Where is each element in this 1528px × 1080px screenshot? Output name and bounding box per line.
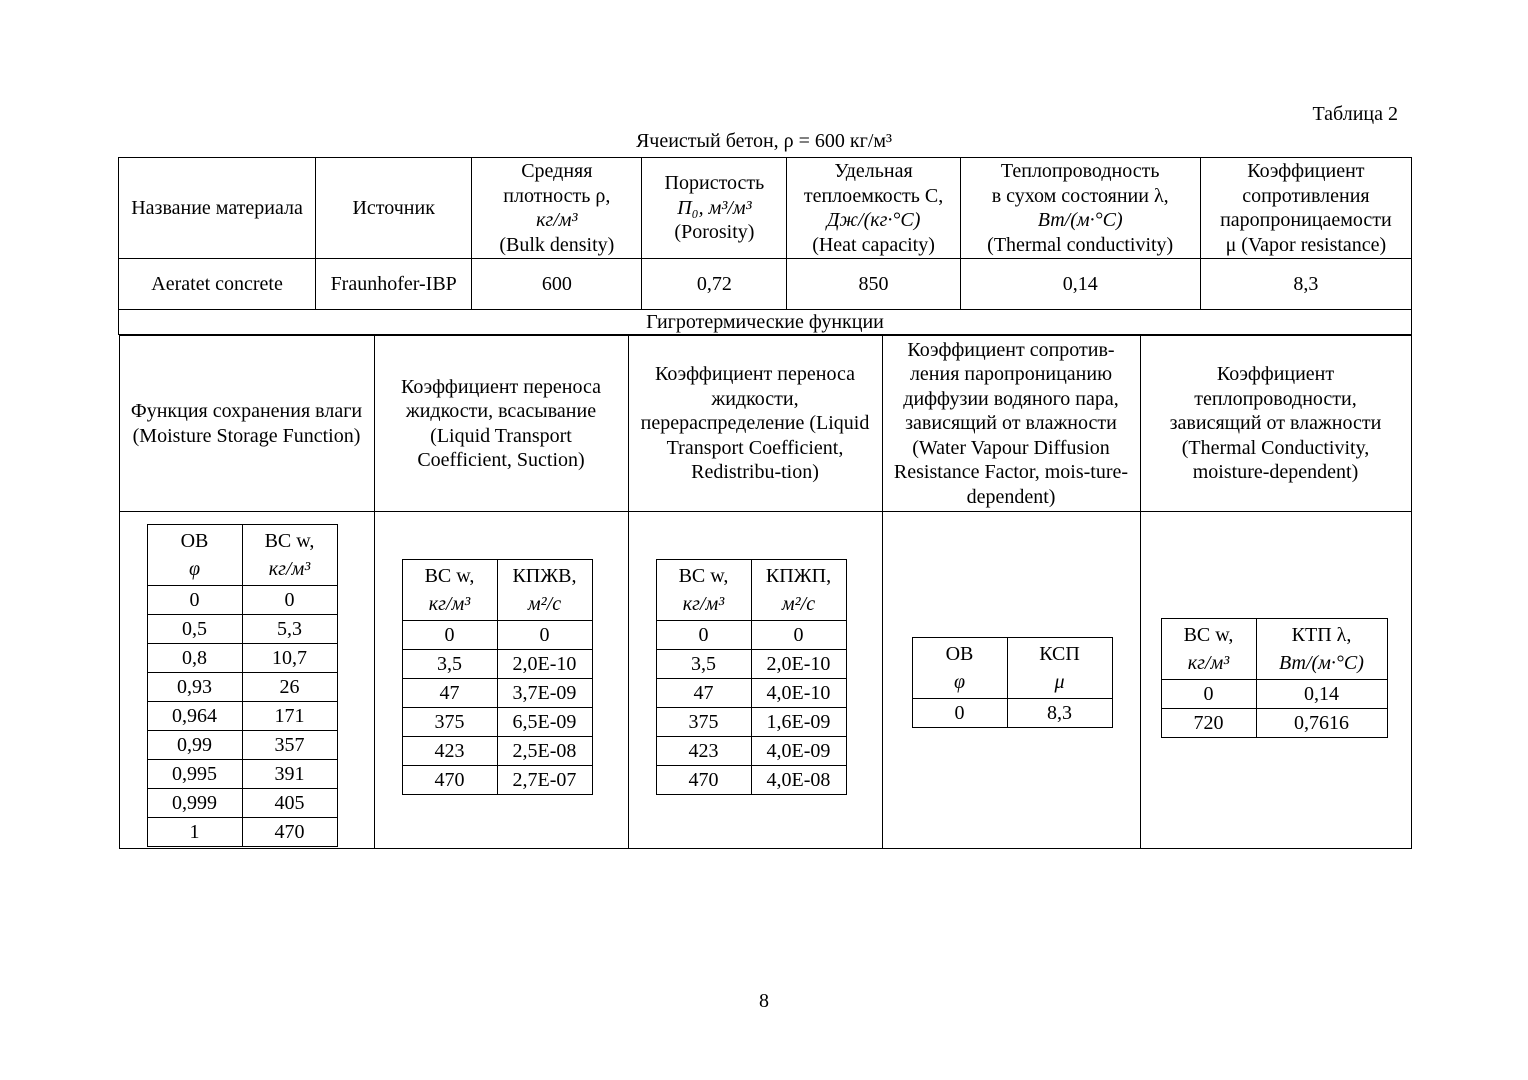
table-row (656, 766, 846, 795)
table-row (1161, 680, 1387, 709)
table-cell: 0 (751, 621, 846, 650)
col-header-name: КТП λ, (1291, 624, 1352, 646)
header-cond-unit: Вт/(м·°С) (1037, 209, 1123, 231)
table-row (656, 650, 846, 679)
table-cell: 470 (656, 766, 751, 795)
col-header (497, 560, 592, 621)
liquid-suction-table-header (402, 560, 592, 621)
table-row (402, 737, 592, 766)
table-row (147, 789, 337, 818)
table-row (147, 615, 337, 644)
col-header (1256, 619, 1387, 680)
moisture-storage-header: Функция сохранения влаги (Moisture Storage Function) (119, 336, 374, 512)
table-cell: 0 (402, 621, 497, 650)
header-vapor-en: μ (Vapor resistance) (1225, 233, 1387, 256)
col-header-name: КПЖВ, (512, 565, 577, 587)
functions-header-row (119, 336, 1411, 512)
table-row (656, 737, 846, 766)
table-cell: 47 (656, 679, 751, 708)
table-cell: 423 (402, 737, 497, 766)
col-header-unit: м²/с (527, 593, 562, 615)
table-cell: 1 (147, 818, 242, 847)
thermal-moisture-header: Коэффициент теплопроводности, зависящий от влажности (Thermal Conductivity, moisture-dependent) (1140, 336, 1411, 512)
header-density-unit: кг/м³ (536, 209, 578, 231)
table-cell: 3,5 (656, 650, 751, 679)
header-material-name: Название материала (119, 158, 316, 259)
col-header-name: ВС w, (424, 565, 475, 587)
table-cell: 0 (147, 586, 242, 615)
vapour-diffusion-table (912, 637, 1113, 728)
table-row (656, 679, 846, 708)
table-cell: 0,99 (147, 731, 242, 760)
material-properties-table (118, 157, 1412, 849)
table-cell: 4,0E-10 (751, 679, 846, 708)
table-row (147, 586, 337, 615)
table-cell: 26 (242, 673, 337, 702)
material-conductivity-cell: 0,14 (960, 259, 1200, 310)
table-row (402, 650, 592, 679)
table-cell: 470 (242, 818, 337, 847)
header-heat-capacity (787, 158, 960, 259)
moisture-storage-table-header (147, 525, 337, 586)
col-header-unit: кг/м³ (268, 558, 311, 580)
table-cell: 470 (402, 766, 497, 795)
table-cell: 0,5 (147, 615, 242, 644)
col-header (147, 525, 242, 586)
header-source: Источник (316, 158, 472, 259)
col-header (912, 638, 1007, 699)
moisture-storage-cell (119, 512, 374, 849)
col-header-unit: Вт/(м·°С) (1279, 652, 1364, 674)
header-heat-l2: теплоемкость С, (803, 184, 944, 207)
table-cell: 0,7616 (1256, 709, 1387, 738)
page-number: 8 (759, 990, 769, 1012)
table-cell: 2,5E-08 (497, 737, 592, 766)
col-header-name: КПЖП, (765, 565, 832, 587)
material-source-cell: Fraunhofer-IBP (316, 259, 472, 310)
col-header-unit: μ (1054, 671, 1065, 693)
header-cond-en: (Thermal conductivity) (987, 233, 1174, 256)
table-cell: 4,0E-08 (751, 766, 846, 795)
table-row (656, 708, 846, 737)
header-density-en: (Bulk density) (499, 233, 615, 256)
functions-wrapper-cell (119, 335, 1412, 850)
col-header-unit: φ (188, 558, 201, 580)
material-name-cell: Aeratet concrete (119, 259, 316, 310)
table-row (147, 644, 337, 673)
functions-body-row (119, 512, 1411, 849)
liquid-redistribution-header: Коэффициент переноса жидкости, перераспределение (Liquid Transport Coefficient, Redistribu-tion) (628, 336, 882, 512)
table-cell: 4,0E-09 (751, 737, 846, 766)
moisture-storage-rows (147, 586, 337, 847)
col-header (402, 560, 497, 621)
col-header (242, 525, 337, 586)
vapour-diffusion-table-header (912, 638, 1112, 699)
table-cell: 0 (497, 621, 592, 650)
material-vapor-resistance-cell: 8,3 (1200, 259, 1411, 310)
table-cell: 0,14 (1256, 680, 1387, 709)
table-row (147, 731, 337, 760)
functions-wrapper-row (119, 335, 1412, 850)
hygrothermal-functions-grid (119, 335, 1412, 849)
col-header (1007, 638, 1112, 699)
header-porosity (642, 158, 787, 259)
table-cell: 8,3 (1007, 699, 1112, 728)
table-cell: 0 (656, 621, 751, 650)
header-row (119, 158, 1412, 259)
table-cell: 0,999 (147, 789, 242, 818)
table-cell: 0,964 (147, 702, 242, 731)
header-vapor-l1: Коэффициент (1247, 160, 1365, 182)
table-cell: 391 (242, 760, 337, 789)
col-header-name: ВС w, (264, 530, 315, 552)
liquid-redistribution-table (656, 559, 847, 795)
table-row (912, 699, 1112, 728)
header-thermal-conductivity (960, 158, 1200, 259)
table-caption: Ячеистый бетон, ρ = 600 кг/м³ (635, 130, 893, 152)
table-cell: 0 (1161, 680, 1256, 709)
header-vapor-l3: паропроницаемости (1220, 209, 1392, 231)
table-cell: 0,995 (147, 760, 242, 789)
col-header-name: КСП (1039, 643, 1080, 665)
table-cell: 2,0E-10 (497, 650, 592, 679)
col-header (1161, 619, 1256, 680)
table-row (1161, 709, 1387, 738)
header-density (472, 158, 642, 259)
liquid-redistribution-table-header (656, 560, 846, 621)
table-cell: 720 (1161, 709, 1256, 738)
table-cell: 405 (242, 789, 337, 818)
material-row (119, 259, 1412, 310)
header-porosity-l1: Пористость (664, 172, 765, 195)
table-cell: 171 (242, 702, 337, 731)
vapour-diffusion-rows (912, 699, 1112, 728)
liquid-redistribution-rows (656, 621, 846, 795)
col-header-unit: кг/м³ (682, 593, 725, 615)
header-cond-l1: Теплопроводность (1000, 160, 1160, 182)
col-header-name: ВС w, (1183, 624, 1234, 646)
table-row (402, 708, 592, 737)
vapour-diffusion-header: Коэффициент сопротив-ления паропроницанию диффузии водяного пара, зависящий от влажности (Water Vapour Diffusion Resistance Factor, mois-ture-dependent) (882, 336, 1140, 512)
col-header-name: ОВ (180, 530, 209, 552)
liquid-suction-rows (402, 621, 592, 795)
material-heat-capacity-cell: 850 (787, 259, 960, 310)
col-header-unit: кг/м³ (428, 593, 471, 615)
header-porosity-unit: П₀, м³/м³ (677, 196, 752, 219)
thermal-conductivity-rows (1161, 680, 1387, 738)
header-porosity-en: (Porosity) (674, 221, 755, 244)
table-cell: 10,7 (242, 644, 337, 673)
table-row (402, 621, 592, 650)
col-header (656, 560, 751, 621)
table-row (402, 766, 592, 795)
table-cell: 2,0E-10 (751, 650, 846, 679)
table-cell: 6,5E-09 (497, 708, 592, 737)
header-heat-en: (Heat capacity) (812, 233, 935, 256)
col-header-name: ОВ (945, 643, 974, 665)
table-cell: 0 (912, 699, 1007, 728)
thermal-conductivity-table-header (1161, 619, 1387, 680)
table-row (147, 702, 337, 731)
table-cell: 3,7E-09 (497, 679, 592, 708)
table-cell: 375 (656, 708, 751, 737)
header-density-l2: плотность ρ, (503, 184, 611, 207)
moisture-storage-table (147, 524, 338, 847)
material-porosity-cell: 0,72 (642, 259, 787, 310)
table-cell: 0,93 (147, 673, 242, 702)
table-cell: 423 (656, 737, 751, 766)
liquid-suction-header: Коэффициент переноса жидкости, всасывание (Liquid Transport Coefficient, Suction) (374, 336, 628, 512)
header-vapor-l2: сопротивления (1242, 184, 1370, 207)
table-row (656, 621, 846, 650)
table-cell: 0 (242, 586, 337, 615)
table-cell: 0,8 (147, 644, 242, 673)
hygro-functions-title: Гигротермические функции (119, 310, 1412, 335)
table-row (147, 760, 337, 789)
header-heat-unit: Дж/(кг·°С) (826, 209, 921, 231)
col-header (751, 560, 846, 621)
thermal-moisture-cell (1140, 512, 1411, 849)
vapour-diffusion-cell (882, 512, 1140, 849)
table-cell: 375 (402, 708, 497, 737)
header-vapor-resistance (1200, 158, 1411, 259)
header-heat-l1: Удельная (834, 160, 913, 182)
table-cell: 5,3 (242, 615, 337, 644)
table-cell: 1,6E-09 (751, 708, 846, 737)
table-label: Таблица 2 (1312, 103, 1398, 125)
table-cell: 357 (242, 731, 337, 760)
col-header-unit: φ (953, 671, 966, 693)
material-density-cell: 600 (472, 259, 642, 310)
col-header-unit: кг/м³ (1187, 652, 1230, 674)
table-cell: 47 (402, 679, 497, 708)
header-cond-l2: в сухом состоянии λ, (991, 184, 1169, 207)
header-density-l1: Средняя (521, 160, 593, 182)
liquid-suction-table (402, 559, 593, 795)
liquid-suction-cell (374, 512, 628, 849)
table-row (402, 679, 592, 708)
table-cell: 2,7E-07 (497, 766, 592, 795)
table-cell: 3,5 (402, 650, 497, 679)
col-header-unit: м²/с (781, 593, 816, 615)
hygro-band-row (119, 310, 1412, 335)
table-row (147, 818, 337, 847)
col-header-name: ВС w, (678, 565, 729, 587)
table-row (147, 673, 337, 702)
thermal-conductivity-table (1161, 618, 1388, 738)
liquid-redistribution-cell (628, 512, 882, 849)
